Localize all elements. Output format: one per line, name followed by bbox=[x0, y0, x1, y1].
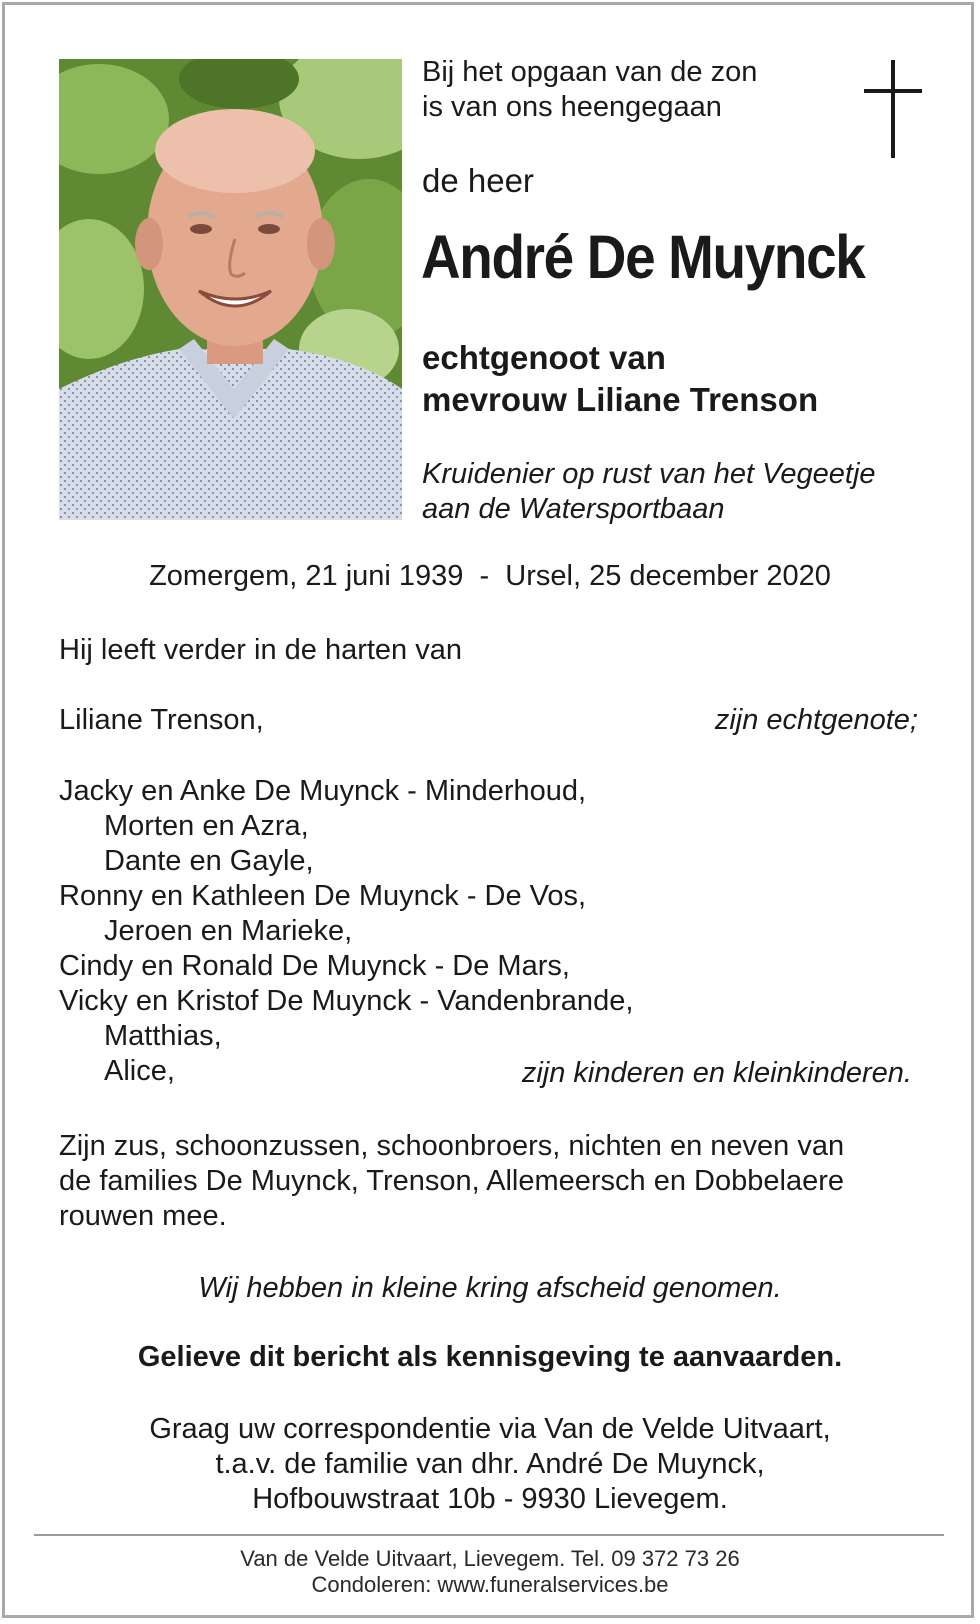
correspondence-line-2: t.a.v. de familie van dhr. André De Muynck, bbox=[215, 1448, 765, 1480]
family-line-2: de families De Muynck, Trenson, Allemeersch en Dobbelaere bbox=[59, 1165, 844, 1197]
opening-line-2: is van ons heengegaan bbox=[422, 91, 722, 123]
footer-divider bbox=[34, 1534, 944, 1536]
honorific: de heer bbox=[422, 162, 534, 199]
portrait-photo bbox=[59, 59, 402, 520]
child-entry: Vicky en Kristof De Muynck - Vandenbrande, bbox=[59, 985, 634, 1017]
child-entry: Morten en Azra, bbox=[104, 810, 309, 842]
children-relation: zijn kinderen en kleinkinderen. bbox=[521, 1057, 912, 1089]
widow-relation: zijn echtgenote; bbox=[714, 704, 918, 736]
birth-death-dates bbox=[0, 560, 980, 593]
child-entry: Jeroen en Marieke, bbox=[104, 915, 353, 947]
lives-on-intro: Hij leeft verder in de harten van bbox=[59, 634, 462, 666]
occupation bbox=[422, 457, 876, 527]
spouse-line-2: mevrouw Liliane Trenson bbox=[422, 381, 819, 418]
correspondence-address bbox=[0, 1412, 980, 1517]
family-line-1: Zijn zus, schoonzussen, schoonbroers, nichten en neven van bbox=[59, 1130, 845, 1162]
child-entry: Ronny en Kathleen De Muynck - De Vos, bbox=[59, 880, 587, 912]
cross-icon bbox=[864, 60, 922, 158]
opening-text bbox=[422, 55, 757, 125]
opening-line-1: Bij het opgaan van de zon bbox=[422, 56, 758, 88]
child-entry: Jacky en Anke De Muynck - Minderhoud, bbox=[59, 775, 587, 807]
deceased-name: André De Muynck bbox=[421, 223, 865, 291]
child-entry: Dante en Gayle, bbox=[104, 845, 314, 877]
footer-condolences: Condoleren: www.funeralservices.be bbox=[311, 1572, 669, 1597]
spouse-line bbox=[422, 337, 818, 421]
family-paragraph bbox=[59, 1129, 844, 1234]
widow-name: Liliane Trenson, bbox=[59, 704, 264, 736]
occupation-line-1: Kruidenier op rust van het Vegeetje bbox=[422, 458, 876, 490]
child-entry: Cindy en Ronald De Muynck - De Mars, bbox=[59, 950, 570, 982]
occupation-line-2: aan de Watersportbaan bbox=[422, 493, 725, 525]
correspondence-line-3: Hofbouwstraat 10b - 9930 Lievegem. bbox=[252, 1483, 728, 1515]
notice-text: Gelieve dit bericht als kennisgeving te aanvaarden. bbox=[137, 1341, 843, 1373]
footer bbox=[0, 1546, 980, 1598]
dates-text: Zomergem, 21 juni 1939 - Ursel, 25 december 2020 bbox=[149, 560, 831, 592]
spouse-line-1: echtgenoot van bbox=[422, 339, 666, 376]
farewell-note: Wij hebben in kleine kring afscheid genomen. bbox=[198, 1272, 782, 1304]
child-entry: Alice, bbox=[104, 1055, 175, 1087]
family-line-3: rouwen mee. bbox=[59, 1200, 227, 1232]
correspondence-line-1: Graag uw correspondentie via Van de Velde Uitvaart, bbox=[149, 1413, 831, 1445]
child-entry: Matthias, bbox=[104, 1020, 222, 1052]
footer-contact: Van de Velde Uitvaart, Lievegem. Tel. 09 372 73 26 bbox=[240, 1546, 740, 1571]
